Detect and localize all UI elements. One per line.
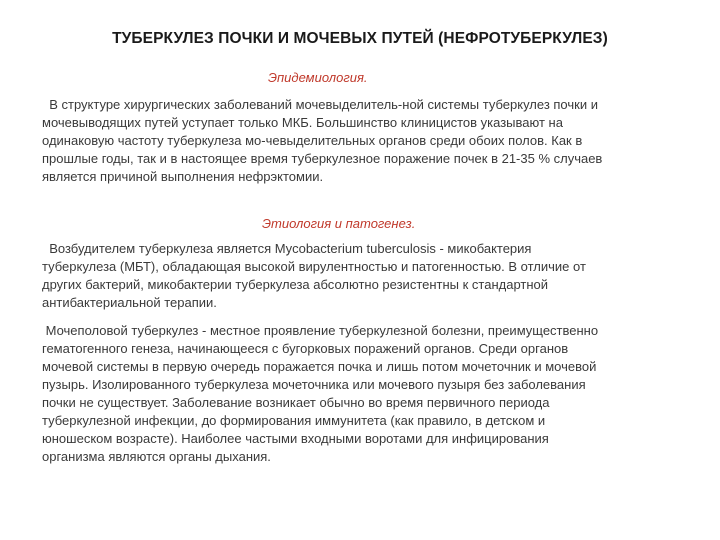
paragraph-line: юношеском возрасте). Наиболее частыми входными воротами для инфицирования	[42, 431, 549, 446]
paragraph-line: других бактерий, микобактерии туберкулеза абсолютно резистентны к стандартной	[42, 277, 549, 292]
paragraph-line: почки не существует. Заболевание возникает обычно во время первичного периода	[42, 395, 550, 410]
paragraph-line: гематогенного генеза, начинающееся с бугорковых поражений органов. Среди органов	[42, 341, 569, 356]
paragraph-line: пузырь. Изолированного туберкулеза мочеточника или мочевого пузыря без заболевания	[42, 377, 586, 392]
paragraph-line: прошлые годы, так и в настоящее время туберкулезное поражение почек в 21-35 % случаев	[42, 151, 603, 166]
paragraph-line: мочевой системы в первую очередь поражается почка и лишь потом мочеточник и мочевой	[42, 359, 597, 374]
paragraph-etiology-2	[42, 322, 690, 466]
paragraph-line: В структуре хирургических заболеваний мочевыделитель-ной системы туберкулез почки и	[42, 97, 598, 112]
section-heading-epidemiology: Эпидемиология.	[268, 70, 368, 85]
paragraph-line: туберкулезной инфекции, до формирования иммунитета (как правило, в детском и	[42, 413, 546, 428]
paragraph-line: организма являются органы дыхания.	[42, 449, 271, 464]
paragraph-line: одинаковую частоту туберкулеза мо-чевыделительных органов среди обоих полов. Как в	[42, 133, 583, 148]
paragraph-line: мочевыводящих путей уступает только МКБ. Большинство клиницистов указывают на	[42, 115, 563, 130]
paragraph-line: является причиной выполнения нефрэктомии.	[42, 169, 324, 184]
section-heading-etiology: Этиология и патогенез.	[262, 216, 416, 231]
paragraph-etiology-1	[42, 240, 690, 312]
paragraph-line: антибактериальной терапии.	[42, 295, 217, 310]
document-title: ТУБЕРКУЛЕЗ ПОЧКИ И МОЧЕВЫХ ПУТЕЙ (НЕФРОТУБЕРКУЛЕЗ)	[112, 30, 608, 47]
paragraph-epidemiology	[42, 96, 690, 186]
paragraph-line: туберкулеза (МБТ), обладающая высокой вирулентностью и патогенностью. В отличие от	[42, 259, 586, 274]
paragraph-line: Возбудителем туберкулеза является Mycobacterium tuberculosis - микобактерия	[42, 241, 532, 256]
paragraph-line: Мочеполовой туберкулез - местное проявление туберкулезной болезни, преимущественно	[42, 323, 599, 338]
